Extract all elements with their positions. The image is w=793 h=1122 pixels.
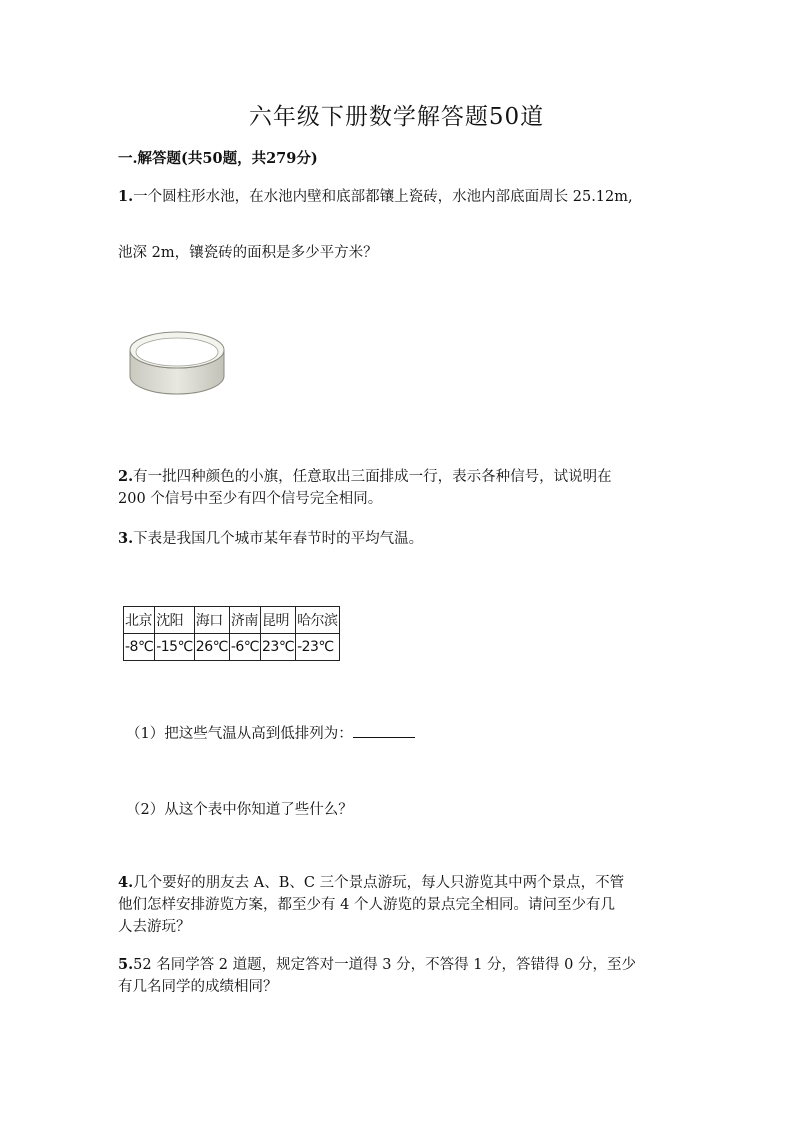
table-cell-city: 哈尔滨 xyxy=(296,607,340,634)
question-4-number: 4. xyxy=(118,874,134,891)
question-5-line-1 xyxy=(118,954,678,976)
question-2-line-1 xyxy=(118,466,678,488)
table-cell-city: 昆明 xyxy=(261,607,296,634)
question-5-number: 5. xyxy=(118,956,134,973)
table-row xyxy=(124,607,340,634)
temperature-table xyxy=(123,606,340,661)
question-2-number: 2. xyxy=(118,468,134,485)
question-5-line-2: 有几名同学的成绩相同？ xyxy=(118,979,278,995)
subquestion-3-1 xyxy=(126,722,415,743)
question-4-text-1: 几个要好的朋友去 A、B、C 三个景点游玩，每人只游览其中两个景点，不管 xyxy=(133,875,625,891)
answer-blank[interactable] xyxy=(353,723,415,738)
question-3-line-1 xyxy=(118,528,678,550)
table-cell-city: 海口 xyxy=(194,607,229,634)
question-3-text-1: 下表是我国几个城市某年春节时的平均气温。 xyxy=(133,531,424,547)
table-cell-temp: 26℃ xyxy=(194,634,229,661)
cylinder-pool-image xyxy=(126,320,228,408)
table-cell-temp: -8℃ xyxy=(124,634,155,661)
table-cell-city: 沈阳 xyxy=(155,607,195,634)
table-cell-city: 济南 xyxy=(229,607,260,634)
question-1-number: 1. xyxy=(118,188,134,205)
table-cell-temp: -15℃ xyxy=(155,634,195,661)
question-1-text-1: 一个圆柱形水池，在水池内壁和底部都镶上瓷砖，水池内部底面周长 25.12m, xyxy=(133,189,633,205)
question-4-line-1 xyxy=(118,872,678,894)
table-cell-city: 北京 xyxy=(124,607,155,634)
question-4-line-3: 人去游玩？ xyxy=(118,919,191,935)
table-row xyxy=(124,634,340,661)
subquestion-3-1-text: （1）把这些气温从高到低排列为： xyxy=(126,726,353,742)
table-cell-temp: -6℃ xyxy=(229,634,260,661)
question-2-text-1: 有一批四种颜色的小旗，任意取出三面排成一行，表示各种信号，试说明在 xyxy=(133,469,612,485)
table-cell-temp: -23℃ xyxy=(296,634,340,661)
table-cell-temp: 23℃ xyxy=(261,634,296,661)
question-1-line-1 xyxy=(118,186,678,208)
question-5-text-1: 52 名同学答 2 道题，规定答对一道得 3 分，不答得 1 分，答错得 0 分，至少 xyxy=(133,957,636,973)
question-1-line-2: 池深 2m，镶瓷砖的面积是多少平方米？ xyxy=(118,245,378,261)
section-heading: 一.解答题(共50题，共279分) xyxy=(118,150,318,167)
page-title: 六年级下册数学解答题50道 xyxy=(248,104,545,130)
subquestion-3-2: （2）从这个表中你知道了些什么？ xyxy=(126,802,353,818)
question-3-number: 3. xyxy=(118,530,134,547)
question-4-line-2: 他们怎样安排游览方案，都至少有 4 个人游览的景点完全相同。请问至少有几 xyxy=(118,897,615,913)
question-2-line-2: 200 个信号中至少有四个信号完全相同。 xyxy=(118,491,383,507)
